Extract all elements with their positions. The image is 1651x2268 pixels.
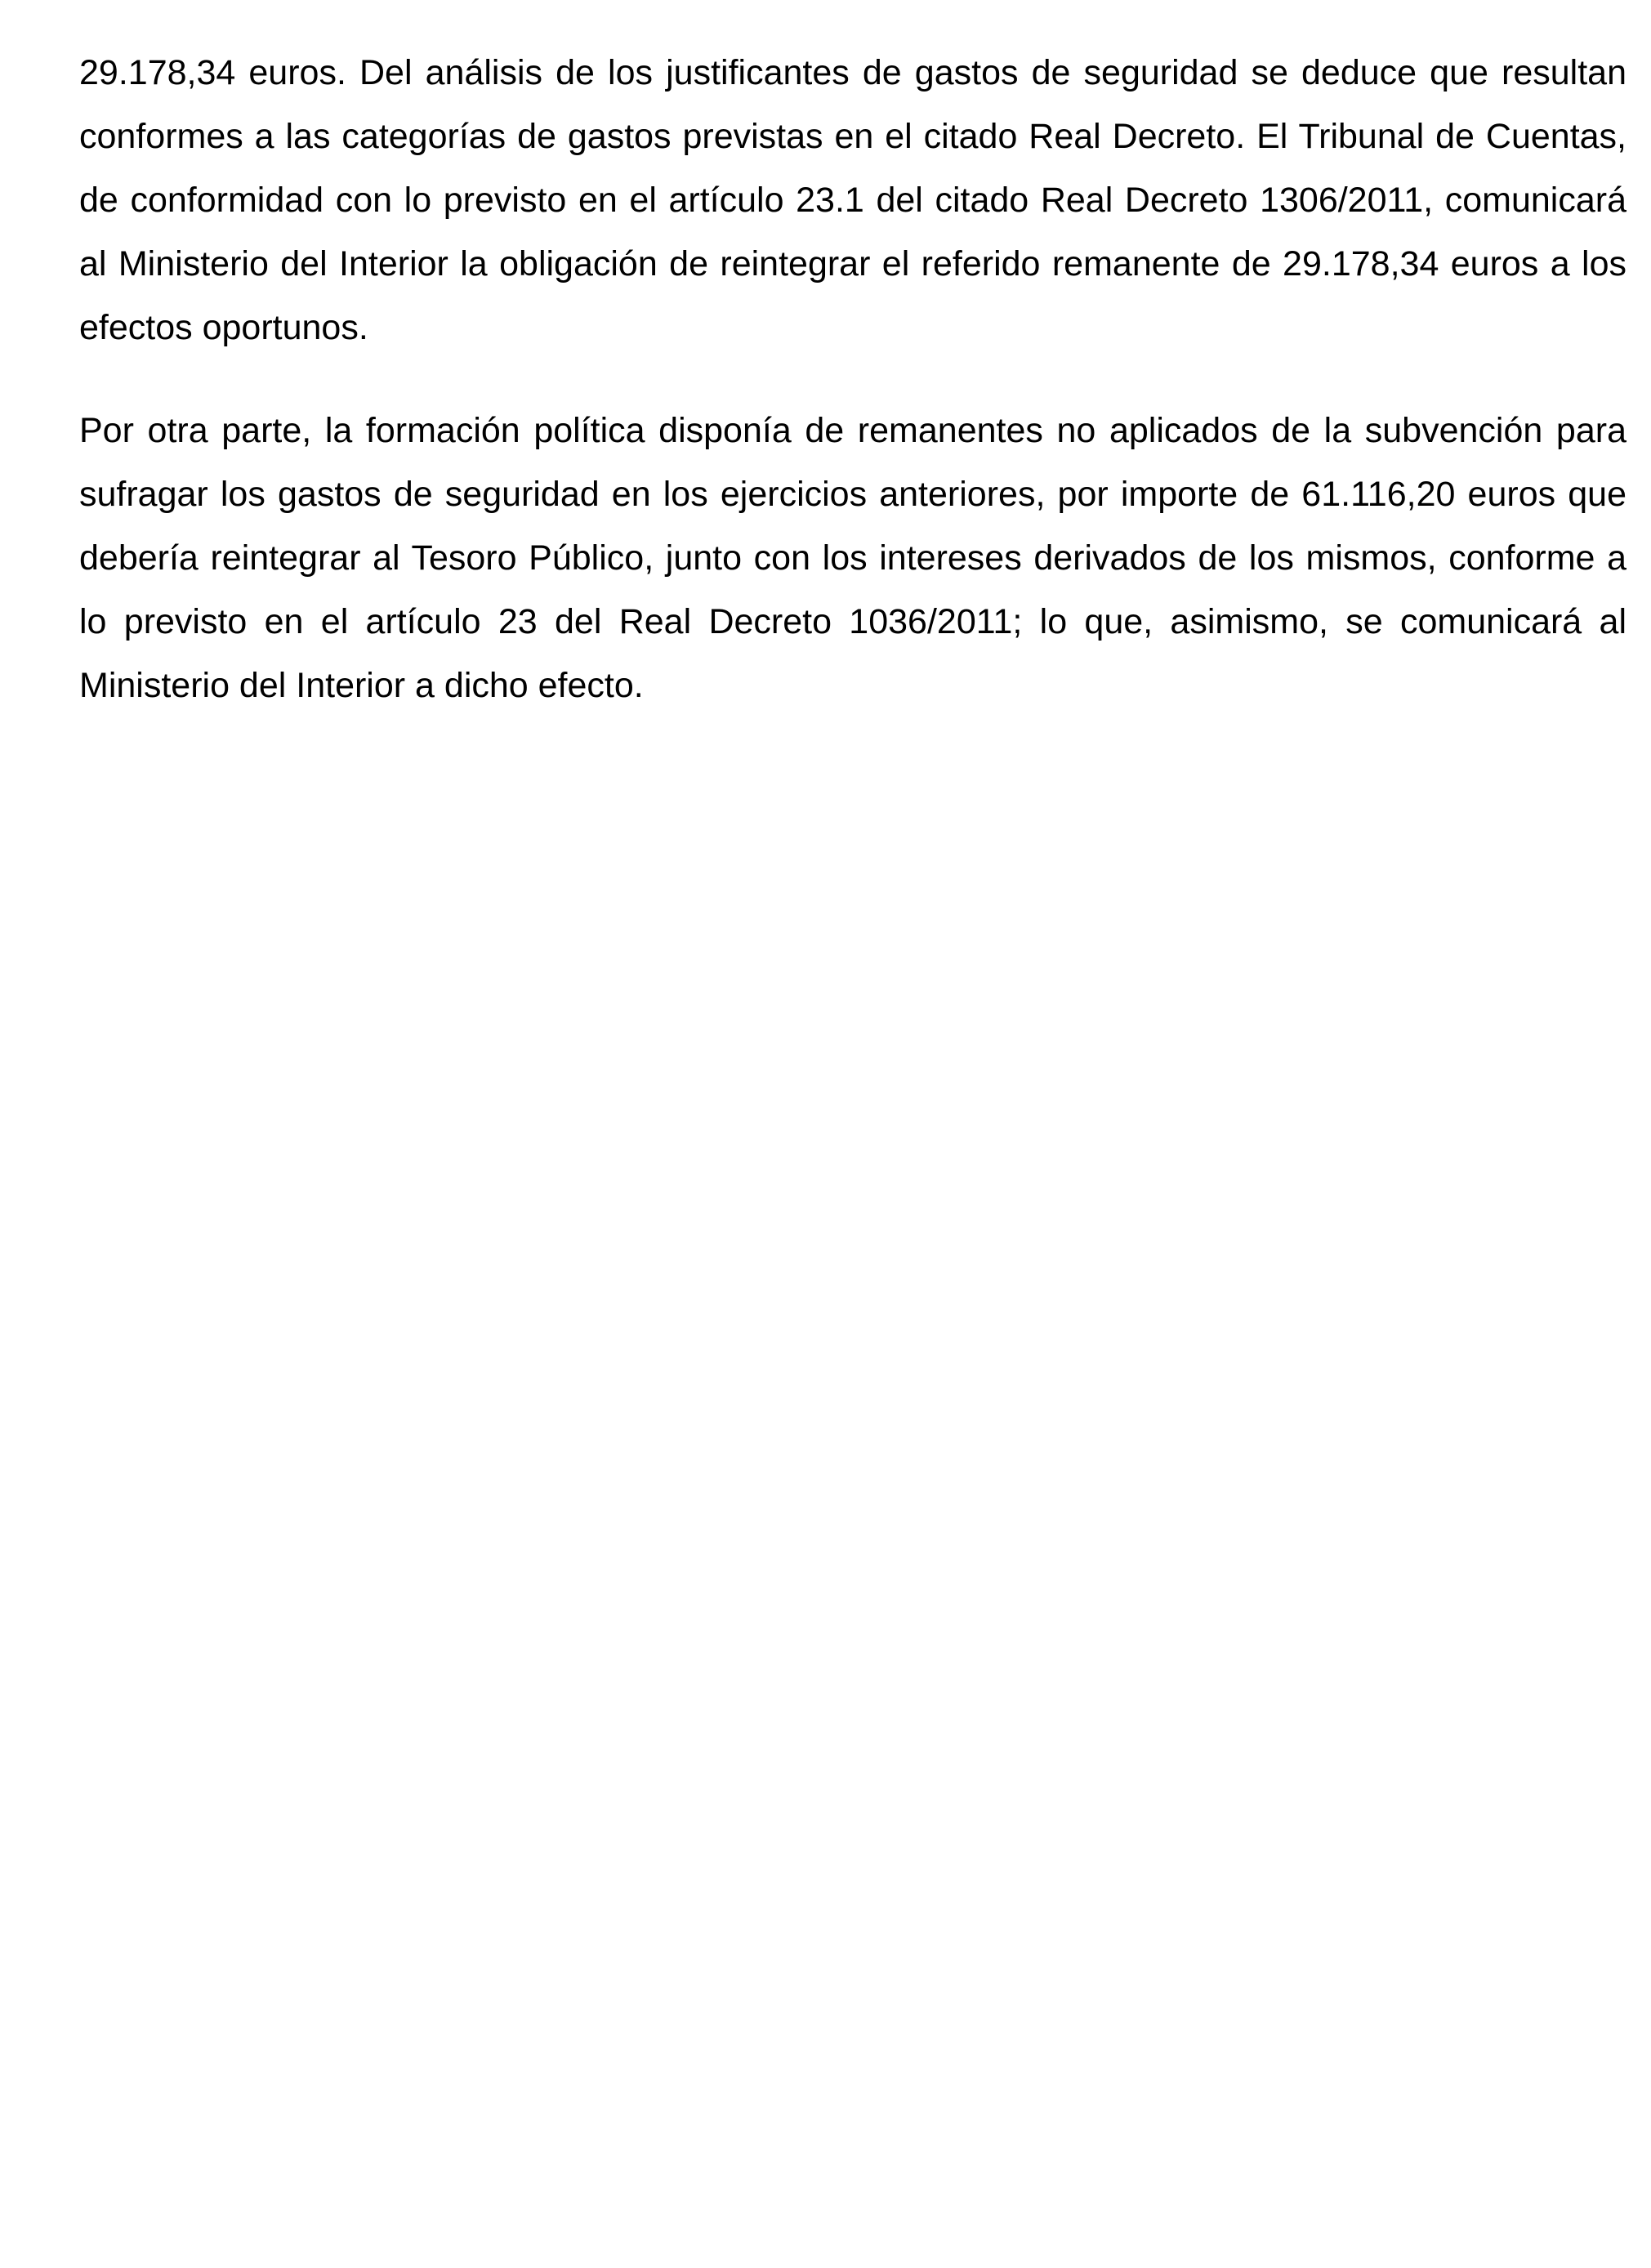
paragraph-remanente-reintegro: 29.178,34 euros. Del análisis de los justificantes de gastos de seguridad se deduce que resultan conformes a las categorías de gastos previstas en el citado Real Decreto. El Tribunal de Cuentas, de conformidad con lo previsto en el artículo 23.1 del citado Real Decreto 1306/2011, comunicará al Ministerio del Interior la obligación de reintegrar el referido remanente de 29.178,34 euros a los efectos oportunos. xyxy=(79,53,1626,347)
document-body xyxy=(79,41,1626,757)
paragraph-remanentes-ejercicios-anteriores: Por otra parte, la formación política disponía de remanentes no aplicados de la subvención para sufragar los gastos de seguridad en los ejercicios anteriores, por importe de 61.116,20 euros que debería reintegrar al Tesoro Público, junto con los intereses derivados de los mismos, conforme a lo previsto en el artículo 23 del Real Decreto 1036/2011; lo que, asimismo, se comunicará al Ministerio del Interior a dicho efecto. xyxy=(79,411,1626,705)
